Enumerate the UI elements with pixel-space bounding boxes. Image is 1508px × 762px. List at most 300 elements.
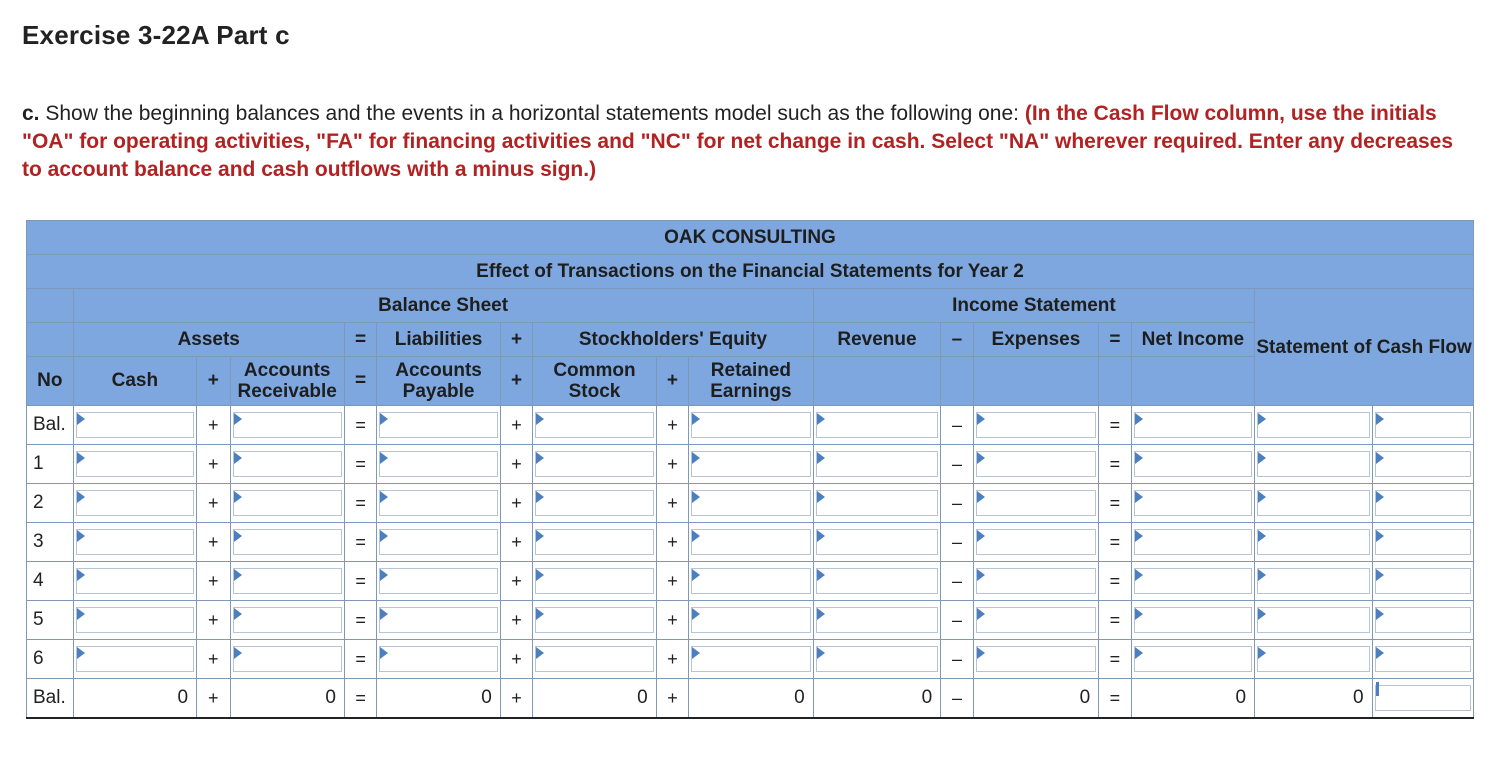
cash-flow-amount-input[interactable] — [1257, 646, 1369, 672]
plus-sign: + — [197, 640, 230, 679]
input-marker-icon — [1258, 452, 1266, 464]
net-income-input-cell — [1131, 523, 1255, 562]
row-label: 5 — [27, 601, 74, 640]
common-stock-input[interactable] — [535, 490, 654, 516]
input-marker-icon — [1135, 413, 1143, 425]
accounts-receivable-input[interactable] — [233, 607, 342, 633]
cash-input-cell — [73, 523, 197, 562]
input-marker-icon — [1135, 530, 1143, 542]
cash-flow-header: Statement of Cash Flow — [1255, 289, 1474, 406]
retained-earnings-input-cell — [689, 562, 814, 601]
input-marker-icon — [817, 647, 825, 659]
accounts-receivable-input[interactable] — [233, 646, 342, 672]
common-stock-input-cell — [533, 523, 657, 562]
cash-flow-amount-input-cell — [1255, 640, 1372, 679]
cash-input-cell — [73, 601, 197, 640]
common-stock-input-cell — [533, 445, 657, 484]
input-marker-icon — [536, 530, 544, 542]
input-marker-icon — [1258, 608, 1266, 620]
accounts-receivable-header: Accounts Receivable — [230, 357, 344, 406]
input-marker-icon — [1376, 530, 1384, 542]
revenue-header: Revenue — [813, 323, 941, 357]
cash-input-cell — [73, 640, 197, 679]
cash-flow-activity-select[interactable] — [1375, 529, 1471, 555]
net-income-input-cell — [1131, 640, 1255, 679]
expenses-input-cell — [973, 640, 1099, 679]
total-revenue: 0 — [813, 679, 941, 719]
equals-sign: = — [1099, 640, 1131, 679]
cash-flow-activity-select-cell — [1372, 406, 1473, 445]
cash-input[interactable] — [76, 646, 195, 672]
equals-sign: = — [1099, 601, 1131, 640]
input-marker-icon — [1258, 569, 1266, 581]
cash-flow-activity-select[interactable] — [1375, 607, 1471, 633]
header-spacer — [813, 357, 941, 406]
cash-flow-amount-input-cell — [1255, 445, 1372, 484]
table-row — [27, 406, 1474, 445]
input-marker-icon — [977, 530, 985, 542]
common-stock-input[interactable] — [535, 568, 654, 594]
net-income-input[interactable] — [1134, 490, 1253, 516]
expenses-input[interactable] — [976, 412, 1097, 438]
cash-flow-amount-input-cell — [1255, 406, 1372, 445]
net-income-input[interactable] — [1134, 529, 1253, 555]
input-marker-icon — [77, 530, 85, 542]
revenue-input[interactable] — [816, 412, 939, 438]
revenue-input-cell — [813, 562, 941, 601]
retained-earnings-header: Retained Earnings — [689, 357, 814, 406]
input-marker-icon — [1258, 491, 1266, 503]
cash-flow-amount-input[interactable] — [1257, 568, 1369, 594]
accounts-receivable-input[interactable] — [233, 451, 342, 477]
plus-sign: + — [197, 484, 230, 523]
net-income-input-cell — [1131, 445, 1255, 484]
net-income-input[interactable] — [1134, 646, 1253, 672]
cash-input[interactable] — [76, 607, 195, 633]
cash-input[interactable] — [76, 412, 195, 438]
equals-sign: = — [344, 640, 376, 679]
input-marker-icon — [1258, 413, 1266, 425]
cash-input[interactable] — [76, 451, 195, 477]
equals-sign: = — [344, 679, 376, 719]
accounts-payable-input[interactable] — [379, 490, 498, 516]
accounts-payable-input[interactable] — [379, 451, 498, 477]
no-header: No — [27, 357, 74, 406]
retained-earnings-input[interactable] — [691, 646, 811, 672]
total-accounts-receivable: 0 — [230, 679, 344, 719]
plus-sign: + — [500, 562, 532, 601]
total-accounts-payable: 0 — [377, 679, 501, 719]
accounts-payable-input-cell — [377, 562, 501, 601]
cash-flow-activity-select-cell — [1372, 523, 1473, 562]
input-marker-icon — [1135, 452, 1143, 464]
accounts-receivable-input[interactable] — [233, 412, 342, 438]
cash-flow-activity-select-cell — [1372, 484, 1473, 523]
minus-sign: – — [941, 323, 973, 357]
cash-flow-amount-input[interactable] — [1257, 451, 1369, 477]
expenses-input[interactable] — [976, 646, 1097, 672]
row-label: 2 — [27, 484, 74, 523]
accounts-receivable-input-cell — [230, 640, 344, 679]
retained-earnings-input-cell — [689, 406, 814, 445]
revenue-input[interactable] — [816, 490, 939, 516]
input-marker-icon — [77, 569, 85, 581]
plus-sign: + — [656, 357, 688, 406]
accounts-payable-input[interactable] — [379, 412, 498, 438]
minus-sign: – — [941, 445, 973, 484]
net-income-input-cell — [1131, 601, 1255, 640]
instruction-lead: c. — [22, 102, 40, 125]
retained-earnings-input-cell — [689, 601, 814, 640]
accounts-payable-input-cell — [377, 640, 501, 679]
input-marker-icon — [380, 569, 388, 581]
revenue-input-cell — [813, 445, 941, 484]
accounts-payable-header: Accounts Payable — [377, 357, 501, 406]
cash-flow-activity-select[interactable] — [1375, 412, 1471, 438]
common-stock-input[interactable] — [535, 451, 654, 477]
net-income-input[interactable] — [1134, 607, 1253, 633]
input-marker-icon — [977, 491, 985, 503]
input-marker-icon — [234, 530, 242, 542]
input-marker-icon — [536, 569, 544, 581]
input-marker-icon — [977, 608, 985, 620]
cash-flow-amount-input-cell — [1255, 484, 1372, 523]
input-marker-icon — [1135, 491, 1143, 503]
header-spacer — [941, 357, 973, 406]
minus-sign: – — [941, 640, 973, 679]
input-marker-icon — [1258, 647, 1266, 659]
revenue-input-cell — [813, 484, 941, 523]
equals-sign: = — [344, 323, 376, 357]
input-marker-icon — [380, 647, 388, 659]
retained-earnings-input[interactable] — [691, 451, 811, 477]
equals-sign: = — [344, 601, 376, 640]
total-row-label: Bal. — [27, 679, 74, 719]
input-marker-icon — [1258, 530, 1266, 542]
plus-sign: + — [197, 679, 230, 719]
accounts-payable-input-cell — [377, 601, 501, 640]
plus-sign: + — [500, 406, 532, 445]
net-income-input-cell — [1131, 484, 1255, 523]
row-label: 4 — [27, 562, 74, 601]
input-marker-icon — [536, 608, 544, 620]
revenue-input[interactable] — [816, 451, 939, 477]
total-common-stock: 0 — [533, 679, 657, 719]
input-marker-icon — [692, 647, 700, 659]
accounts-receivable-input[interactable] — [233, 568, 342, 594]
revenue-input-cell — [813, 601, 941, 640]
revenue-input[interactable] — [816, 607, 939, 633]
income-statement-header: Income Statement — [813, 289, 1254, 323]
expenses-input-cell — [973, 445, 1099, 484]
accounts-receivable-input-cell — [230, 484, 344, 523]
input-marker-icon — [977, 569, 985, 581]
stockholders-equity-header: Stockholders' Equity — [533, 323, 813, 357]
equals-sign: = — [344, 357, 376, 406]
cash-flow-amount-input[interactable] — [1257, 412, 1369, 438]
cash-flow-amount-input-cell — [1255, 523, 1372, 562]
equals-sign: = — [344, 523, 376, 562]
input-marker-icon — [692, 608, 700, 620]
equals-sign: = — [1099, 679, 1131, 719]
input-marker-icon — [692, 569, 700, 581]
plus-sign: + — [197, 562, 230, 601]
header-spacer — [27, 289, 74, 323]
input-marker-icon — [380, 530, 388, 542]
input-marker-icon — [977, 413, 985, 425]
plus-sign: + — [656, 562, 688, 601]
revenue-input[interactable] — [816, 568, 939, 594]
accounts-payable-input[interactable] — [379, 607, 498, 633]
common-stock-input-cell — [533, 484, 657, 523]
input-marker-icon — [1376, 647, 1384, 659]
data-rows — [27, 406, 1474, 679]
input-marker-icon — [1135, 647, 1143, 659]
input-marker-icon — [77, 413, 85, 425]
accounts-receivable-input-cell — [230, 523, 344, 562]
revenue-input-cell — [813, 406, 941, 445]
accounts-payable-input[interactable] — [379, 568, 498, 594]
common-stock-input-cell — [533, 562, 657, 601]
input-marker-icon — [692, 491, 700, 503]
input-marker-icon — [234, 452, 242, 464]
accounts-payable-input-cell — [377, 523, 501, 562]
input-marker-icon — [536, 491, 544, 503]
cash-flow-activity-select[interactable] — [1375, 568, 1471, 594]
input-marker-icon — [380, 413, 388, 425]
dropdown-marker-icon — [1376, 682, 1379, 696]
horizontal-statements-model — [26, 220, 1474, 719]
common-stock-input[interactable] — [535, 412, 654, 438]
expenses-input-cell — [973, 523, 1099, 562]
instruction-emphasis: (In the Cash Flow column, use the initials "OA" for operating activities, "FA" for financing activities and "NC" for net change in cash. Select "NA" wherever required. Enter any decreases to account balance and cash outflows with a minus sign.) — [22, 102, 1454, 181]
cash-input-cell — [73, 406, 197, 445]
input-marker-icon — [817, 530, 825, 542]
cash-input[interactable] — [76, 490, 195, 516]
retained-earnings-input[interactable] — [691, 568, 811, 594]
cash-flow-activity-select-cell — [1372, 562, 1473, 601]
accounts-receivable-input-cell — [230, 562, 344, 601]
table-row — [27, 484, 1474, 523]
input-marker-icon — [234, 413, 242, 425]
input-marker-icon — [380, 491, 388, 503]
equals-sign: = — [344, 445, 376, 484]
row-label: Bal. — [27, 406, 74, 445]
accounts-payable-input-cell — [377, 445, 501, 484]
row-label: 3 — [27, 523, 74, 562]
revenue-input-cell — [813, 523, 941, 562]
input-marker-icon — [692, 452, 700, 464]
instruction-text: Show the beginning balances and the events in a horizontal statements model such as the following one: — [39, 102, 1025, 125]
input-marker-icon — [977, 647, 985, 659]
retained-earnings-input-cell — [689, 640, 814, 679]
plus-sign: + — [197, 445, 230, 484]
common-stock-input[interactable] — [535, 607, 654, 633]
expenses-input[interactable] — [976, 529, 1097, 555]
minus-sign: – — [941, 562, 973, 601]
revenue-input[interactable] — [816, 529, 939, 555]
net-income-input[interactable] — [1134, 412, 1253, 438]
total-cash-flow: 0 — [1255, 679, 1372, 719]
expenses-input[interactable] — [976, 607, 1097, 633]
input-marker-icon — [380, 608, 388, 620]
plus-sign: + — [500, 484, 532, 523]
plus-sign: + — [656, 679, 688, 719]
table-row — [27, 562, 1474, 601]
expenses-input-cell — [973, 406, 1099, 445]
equals-sign: = — [344, 406, 376, 445]
cash-flow-amount-input[interactable] — [1257, 529, 1369, 555]
cash-input[interactable] — [76, 568, 195, 594]
company-name: OAK CONSULTING — [27, 221, 1474, 255]
input-marker-icon — [692, 413, 700, 425]
cash-flow-amount-input-cell — [1255, 562, 1372, 601]
expenses-input[interactable] — [976, 451, 1097, 477]
input-marker-icon — [1376, 608, 1384, 620]
net-income-input[interactable] — [1134, 568, 1253, 594]
plus-sign: + — [500, 445, 532, 484]
equals-sign: = — [1099, 523, 1131, 562]
cash-flow-activity-select[interactable] — [1375, 685, 1471, 711]
accounts-payable-input[interactable] — [379, 646, 498, 672]
input-marker-icon — [817, 608, 825, 620]
table-row — [27, 445, 1474, 484]
table-row — [27, 523, 1474, 562]
table-subtitle: Effect of Transactions on the Financial Statements for Year 2 — [27, 255, 1474, 289]
input-marker-icon — [1376, 452, 1384, 464]
accounts-receivable-input-cell — [230, 445, 344, 484]
input-marker-icon — [977, 452, 985, 464]
input-marker-icon — [1376, 413, 1384, 425]
input-marker-icon — [817, 413, 825, 425]
retained-earnings-input[interactable] — [691, 412, 811, 438]
header-spacer — [973, 357, 1099, 406]
accounts-receivable-input[interactable] — [233, 490, 342, 516]
revenue-input[interactable] — [816, 646, 939, 672]
accounts-receivable-input[interactable] — [233, 529, 342, 555]
equals-sign: = — [344, 484, 376, 523]
table-row — [27, 601, 1474, 640]
cash-flow-amount-input[interactable] — [1257, 607, 1369, 633]
expenses-input[interactable] — [976, 568, 1097, 594]
table-row — [27, 640, 1474, 679]
minus-sign: – — [941, 406, 973, 445]
cash-flow-amount-input-cell — [1255, 601, 1372, 640]
retained-earnings-input-cell — [689, 445, 814, 484]
expenses-input[interactable] — [976, 490, 1097, 516]
common-stock-input[interactable] — [535, 529, 654, 555]
total-cash: 0 — [73, 679, 197, 719]
equals-sign: = — [1099, 406, 1131, 445]
accounts-payable-input[interactable] — [379, 529, 498, 555]
liabilities-header: Liabilities — [377, 323, 501, 357]
input-marker-icon — [234, 647, 242, 659]
retained-earnings-input[interactable] — [691, 529, 811, 555]
cash-input[interactable] — [76, 529, 195, 555]
cash-input-cell — [73, 484, 197, 523]
revenue-input-cell — [813, 640, 941, 679]
retained-earnings-input-cell — [689, 523, 814, 562]
equals-sign: = — [1099, 323, 1131, 357]
input-marker-icon — [536, 452, 544, 464]
plus-sign: + — [197, 406, 230, 445]
equals-sign: = — [1099, 484, 1131, 523]
expenses-input-cell — [973, 601, 1099, 640]
retained-earnings-input[interactable] — [691, 490, 811, 516]
plus-sign: + — [500, 640, 532, 679]
equals-sign: = — [344, 562, 376, 601]
input-marker-icon — [234, 569, 242, 581]
total-net-income: 0 — [1131, 679, 1255, 719]
cash-flow-activity-select[interactable] — [1375, 451, 1471, 477]
net-income-input[interactable] — [1134, 451, 1253, 477]
cash-flow-activity-select[interactable] — [1375, 490, 1471, 516]
cash-flow-amount-input[interactable] — [1257, 490, 1369, 516]
net-income-header: Net Income — [1131, 323, 1255, 357]
plus-sign: + — [500, 357, 532, 406]
common-stock-input-cell — [533, 640, 657, 679]
accounts-payable-input-cell — [377, 484, 501, 523]
minus-sign: – — [941, 601, 973, 640]
minus-sign: – — [941, 679, 973, 719]
input-marker-icon — [77, 647, 85, 659]
minus-sign: – — [941, 484, 973, 523]
plus-sign: + — [500, 601, 532, 640]
accounts-receivable-input-cell — [230, 406, 344, 445]
minus-sign: – — [941, 523, 973, 562]
row-label: 1 — [27, 445, 74, 484]
input-marker-icon — [77, 452, 85, 464]
expenses-input-cell — [973, 562, 1099, 601]
retained-earnings-input[interactable] — [691, 607, 811, 633]
input-marker-icon — [1135, 608, 1143, 620]
input-marker-icon — [234, 608, 242, 620]
accounts-receivable-input-cell — [230, 601, 344, 640]
plus-sign: + — [656, 484, 688, 523]
retained-earnings-input-cell — [689, 484, 814, 523]
total-cash-flow-activity-cell — [1372, 679, 1473, 719]
common-stock-input[interactable] — [535, 646, 654, 672]
cash-flow-activity-select[interactable] — [1375, 646, 1471, 672]
cash-input-cell — [73, 445, 197, 484]
expenses-input-cell — [973, 484, 1099, 523]
equals-sign: = — [1099, 445, 1131, 484]
common-stock-input-cell — [533, 406, 657, 445]
plus-sign: + — [656, 445, 688, 484]
input-marker-icon — [380, 452, 388, 464]
row-label: 6 — [27, 640, 74, 679]
input-marker-icon — [536, 647, 544, 659]
cash-input-cell — [73, 562, 197, 601]
net-income-input-cell — [1131, 562, 1255, 601]
plus-sign: + — [656, 601, 688, 640]
net-income-input-cell — [1131, 406, 1255, 445]
input-marker-icon — [1135, 569, 1143, 581]
header-spacer — [1099, 357, 1131, 406]
total-retained-earnings: 0 — [689, 679, 814, 719]
input-marker-icon — [817, 569, 825, 581]
cash-flow-activity-select-cell — [1372, 445, 1473, 484]
header-spacer — [1131, 357, 1255, 406]
page-title: Exercise 3-22A Part c — [22, 20, 290, 50]
instructions — [22, 100, 1462, 184]
plus-sign: + — [500, 323, 532, 357]
common-stock-input-cell — [533, 601, 657, 640]
common-stock-header: Common Stock — [533, 357, 657, 406]
assets-header: Assets — [73, 323, 344, 357]
cash-flow-activity-select-cell — [1372, 640, 1473, 679]
input-marker-icon — [1376, 491, 1384, 503]
